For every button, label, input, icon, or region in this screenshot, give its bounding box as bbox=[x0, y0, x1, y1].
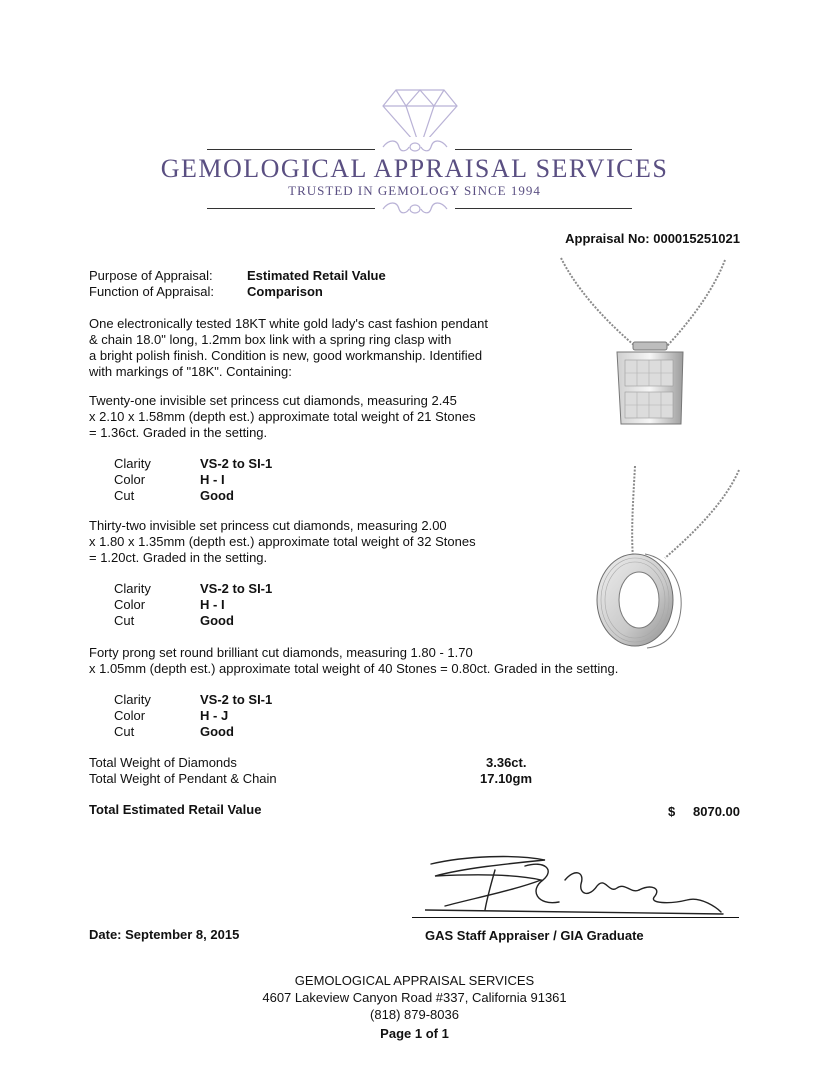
signature-line bbox=[412, 917, 739, 918]
stone-group-2-description bbox=[89, 518, 476, 566]
signature-image bbox=[425, 850, 725, 920]
grade-label: Clarity bbox=[114, 456, 151, 471]
pendant-photo-rectangular bbox=[555, 256, 735, 431]
total-pendant-value: 17.10gm bbox=[480, 771, 533, 786]
footer-phone: (818) 879-8036 bbox=[370, 1007, 459, 1022]
grade-value: VS-2 to SI-1 bbox=[200, 581, 273, 596]
company-logo-title: GEMOLOGICAL APPRAISAL SERVICES bbox=[160, 154, 669, 183]
appraisal-date: Date: September 8, 2015 bbox=[89, 927, 240, 942]
grade-value: H - J bbox=[200, 708, 229, 723]
grade-label: Cut bbox=[114, 488, 135, 503]
function-value: Comparison bbox=[247, 284, 323, 299]
function-label: Function of Appraisal: bbox=[89, 284, 215, 299]
page-number: Page 1 of 1 bbox=[380, 1026, 449, 1041]
grade-label: Cut bbox=[114, 613, 135, 628]
stone-line: x 2.10 x 1.58mm (depth est.) approximate total weight of 21 Stones bbox=[89, 409, 476, 424]
stone-line: = 1.36ct. Graded in the setting. bbox=[89, 425, 268, 440]
total-retail-label: Total Estimated Retail Value bbox=[89, 802, 262, 817]
stone-line: x 1.80 x 1.35mm (depth est.) approximate total weight of 32 Stones bbox=[89, 534, 476, 549]
stone-group-3-description bbox=[89, 645, 618, 677]
stone-line: Forty prong set round brilliant cut diamonds, measuring 1.80 - 1.70 bbox=[89, 645, 473, 660]
total-retail-value: 8070.00 bbox=[693, 804, 740, 819]
footer-company: GEMOLOGICAL APPRAISAL SERVICES bbox=[294, 973, 535, 988]
grade-value: H - I bbox=[200, 472, 225, 487]
company-tagline: TRUSTED IN GEMOLOGY SINCE 1994 bbox=[288, 183, 541, 198]
grade-label: Clarity bbox=[114, 692, 151, 707]
grade-value: Good bbox=[200, 488, 234, 503]
purpose-label: Purpose of Appraisal: bbox=[89, 268, 213, 283]
grade-label: Cut bbox=[114, 724, 135, 739]
stone-group-1-description bbox=[89, 393, 476, 441]
grade-value: Good bbox=[200, 724, 234, 739]
ornament-bottom-icon bbox=[375, 199, 455, 219]
grade-label: Color bbox=[114, 708, 146, 723]
description-line: & chain 18.0" long, 1.2mm box link with a spring ring clasp with bbox=[89, 332, 452, 347]
pendant-photo-ring bbox=[585, 462, 745, 660]
purpose-value: Estimated Retail Value bbox=[247, 268, 386, 283]
total-diamonds-label: Total Weight of Diamonds bbox=[89, 755, 237, 770]
item-description bbox=[89, 316, 488, 380]
appraisal-number: Appraisal No: 000015251021 bbox=[565, 231, 740, 246]
grade-value: VS-2 to SI-1 bbox=[200, 692, 273, 707]
stone-line: x 1.05mm (depth est.) approximate total weight of 40 Stones = 0.80ct. Graded in the setting. bbox=[89, 661, 619, 676]
grade-label: Clarity bbox=[114, 581, 151, 596]
footer-address: 4607 Lakeview Canyon Road #337, California 91361 bbox=[262, 990, 567, 1005]
grade-label: Color bbox=[114, 597, 146, 612]
stone-line: = 1.20ct. Graded in the setting. bbox=[89, 550, 268, 565]
total-diamonds-value: 3.36ct. bbox=[486, 755, 527, 770]
total-pendant-label: Total Weight of Pendant & Chain bbox=[89, 771, 277, 786]
description-line: with markings of "18K". Containing: bbox=[89, 364, 292, 379]
grade-value: Good bbox=[200, 613, 234, 628]
grade-value: H - I bbox=[200, 597, 225, 612]
description-line: a bright polish finish. Condition is new, good workmanship. Identified bbox=[89, 348, 483, 363]
description-line: One electronically tested 18KT white gold lady's cast fashion pendant bbox=[89, 316, 488, 331]
grade-value: VS-2 to SI-1 bbox=[200, 456, 273, 471]
signature-caption: GAS Staff Appraiser / GIA Graduate bbox=[425, 928, 644, 943]
stone-line: Twenty-one invisible set princess cut diamonds, measuring 2.45 bbox=[89, 393, 457, 408]
total-retail-currency: $ bbox=[668, 804, 676, 819]
stone-line: Thirty-two invisible set princess cut diamonds, measuring 2.00 bbox=[89, 518, 447, 533]
grade-label: Color bbox=[114, 472, 146, 487]
